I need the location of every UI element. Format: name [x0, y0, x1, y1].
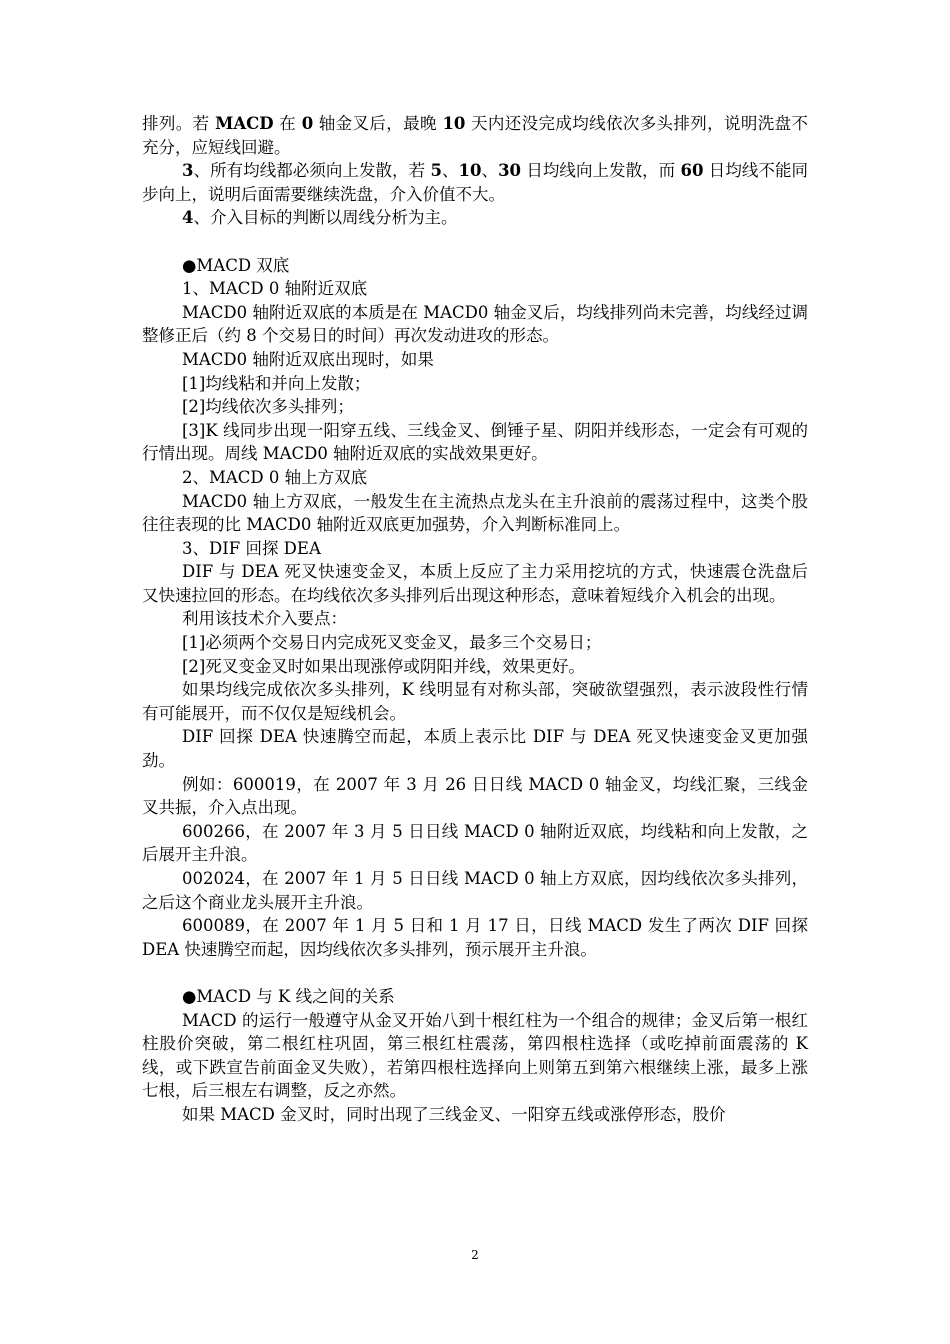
page-number: 2	[471, 1248, 479, 1262]
text-run: MACD0 轴上方双底，一般发生在主流热点龙头在主升浪前的震荡过程中，这类个股往往表现的比 MACD0 轴附近双底更加强势，介入判断标准同上。	[142, 491, 808, 535]
bold-text: 60	[680, 161, 704, 181]
paragraph	[142, 867, 808, 914]
paragraph	[142, 560, 808, 607]
text-run: ●MACD 与 K 线之间的关系	[182, 986, 395, 1006]
paragraph	[142, 914, 808, 961]
paragraph	[142, 1009, 808, 1103]
text-run: 、	[481, 161, 499, 181]
text-run: [2]死叉变金叉时如果出现涨停或阴阳并线，效果更好。	[182, 656, 585, 676]
paragraph	[142, 419, 808, 466]
text-run: 日均线向上发散，而	[521, 161, 681, 181]
text-run: 排列。若	[142, 114, 216, 133]
bold-text: MACD	[215, 114, 274, 133]
text-run: [2]均线依次多头排列；	[182, 397, 354, 417]
text-run: 例如：600019，在 2007 年 3 月 26 日日线 MACD 0 轴金叉，均线汇聚，三线金叉共振，介入点出现。	[142, 774, 808, 818]
paragraph	[142, 301, 808, 348]
text-run: 、所有均线都必须向上发散，若	[193, 161, 431, 181]
paragraph	[142, 678, 808, 725]
paragraph	[142, 655, 808, 679]
text-run: 轴金叉后，最晚	[313, 114, 443, 133]
document-body	[142, 112, 808, 1127]
bold-text: 4	[182, 208, 194, 228]
bold-text: 30	[498, 161, 522, 181]
text-run: 天内还没完成均线依次多头排列，说明洗盘不充分，应短线回避。	[142, 114, 808, 157]
paragraph-spacer	[142, 961, 808, 985]
text-run: 3、DIF 回探 DEA	[182, 538, 321, 558]
text-run: [1]均线粘和并向上发散；	[182, 373, 371, 393]
paragraph	[142, 254, 808, 278]
text-run: 如果 MACD 金叉时，同时出现了三线金叉、一阳穿五线或涨停形态，股价	[182, 1104, 726, 1124]
text-run: 在	[273, 114, 302, 133]
paragraph	[142, 395, 808, 419]
text-run: 600266，在 2007 年 3 月 5 日日线 MACD 0 轴附近双底，均线粘和向上发散，之后展开主升浪。	[142, 821, 808, 865]
text-run: MACD0 轴附近双底出现时，如果	[182, 349, 434, 369]
text-run: DIF 与 DEA 死叉快速变金叉，本质上反应了主力采用挖坑的方式，快速震仓洗盘后又快速拉回的形态。在均线依次多头排列后出现这种形态，意味着短线介入机会的出现。	[142, 562, 808, 605]
paragraph	[142, 277, 808, 301]
text-run: [1]必须两个交易日内完成死叉变金叉，最多三个交易日；	[182, 633, 602, 653]
paragraph	[142, 537, 808, 561]
paragraph	[142, 773, 808, 820]
text-run: 、介入目标的判断以周线分析为主。	[193, 208, 458, 228]
paragraph	[142, 1103, 808, 1127]
paragraph	[142, 348, 808, 372]
text-run: 1、MACD 0 轴附近双底	[182, 279, 368, 299]
text-run: 、	[441, 161, 459, 181]
bold-text: 5	[430, 161, 442, 181]
text-run: 利用该技术介入要点：	[182, 609, 347, 629]
paragraph	[142, 985, 808, 1009]
paragraph	[142, 466, 808, 490]
paragraph	[142, 725, 808, 772]
bold-text: 10	[442, 114, 466, 133]
paragraph-spacer	[142, 230, 808, 254]
bold-text: 0	[301, 114, 314, 133]
text-run: MACD0 轴附近双底的本质是在 MACD0 轴金叉后，均线排列尚未完善，均线经过调整修正后（约 8 个交易日的时间）再次发动进攻的形态。	[142, 302, 808, 346]
text-run: DIF 回探 DEA 快速腾空而起，本质上表示比 DIF 与 DEA 死叉快速变金叉更加强劲。	[142, 727, 808, 771]
text-run: 如果均线完成依次多头排列，K 线明显有对称头部，突破欲望强烈，表示波段性行情有可能展开，而不仅仅是短线机会。	[142, 680, 808, 723]
paragraph	[142, 206, 808, 230]
paragraph	[142, 490, 808, 537]
paragraph	[142, 820, 808, 867]
paragraph	[142, 372, 808, 396]
text-run: ●MACD 双底	[182, 255, 290, 275]
text-run: 600089，在 2007 年 1 月 5 日和 1 月 17 日，日线 MACD 发生了两次 DIF 回探 DEA 快速腾空而起，因均线依次多头排列，预示展开主升浪。	[142, 916, 808, 959]
bold-text: 3	[182, 161, 194, 181]
text-run: 2、MACD 0 轴上方双底	[182, 467, 368, 487]
text-run: MACD 的运行一般遵守从金叉开始八到十根红柱为一个组合的规律；金叉后第一根红柱股价突破，第二根红柱巩固，第三根红柱震荡，第四根柱选择（或吃掉前面震荡的 K 线，或下跌宣告前面金叉失败），若第四根柱选择向上则第五到第六根继续上涨，最多上涨七根，后三根左右调整，反之亦然。	[142, 1010, 808, 1101]
text-run: 002024，在 2007 年 1 月 5 日日线 MACD 0 轴上方双底，因均线依次多头排列，之后这个商业龙头展开主升浪。	[142, 869, 808, 912]
text-run: [3]K 线同步出现一阳穿五线、三线金叉、倒锤子星、阴阳并线形态，一定会有可观的行情出现。周线 MACD0 轴附近双底的实战效果更好。	[142, 420, 808, 464]
paragraph	[142, 112, 808, 159]
text-run: 日均线不能同步向上，说明后面需要继续洗盘，介入价值不大。	[142, 161, 809, 204]
paragraph	[142, 631, 808, 655]
paragraph	[142, 159, 808, 206]
bold-text: 10	[458, 161, 482, 181]
paragraph	[142, 607, 808, 631]
